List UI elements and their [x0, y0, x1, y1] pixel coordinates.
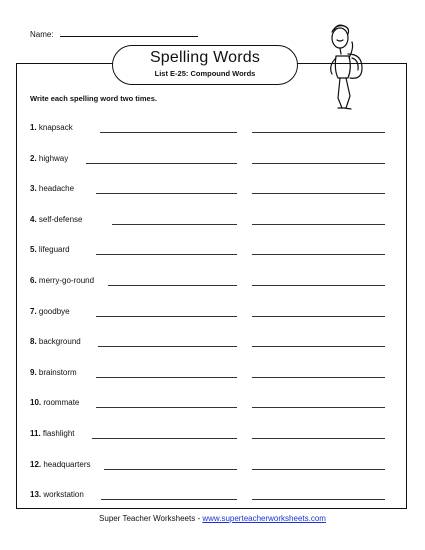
word-number: 2.: [30, 153, 37, 163]
write-line-first[interactable]: [92, 438, 237, 439]
write-line-second[interactable]: [252, 316, 385, 317]
footer-text: Super Teacher Worksheets -: [99, 514, 203, 523]
spelling-word: flashlight: [42, 429, 75, 438]
write-line-second[interactable]: [252, 285, 385, 286]
write-line-second[interactable]: [252, 224, 385, 225]
word-number: 3.: [30, 184, 37, 194]
spelling-word: self-defense: [38, 214, 83, 224]
write-line-first[interactable]: [112, 224, 237, 225]
write-line-first[interactable]: [98, 346, 237, 347]
spelling-word: merry-go-round: [38, 276, 95, 285]
word-number: 13.: [30, 490, 42, 500]
write-line-first[interactable]: [96, 407, 237, 408]
spelling-word: headquarters: [43, 459, 91, 469]
word-number: 11.: [30, 429, 41, 438]
spelling-word-row: [30, 123, 73, 135]
write-line-first[interactable]: [96, 254, 237, 255]
write-line-first[interactable]: [96, 193, 237, 194]
spelling-word: goodbye: [38, 306, 70, 316]
word-number: 7.: [30, 306, 37, 316]
spelling-word-row: [30, 154, 68, 166]
name-field[interactable]: [60, 28, 198, 37]
write-line-first[interactable]: [100, 132, 237, 133]
word-number: 6.: [30, 276, 37, 285]
write-line-second[interactable]: [252, 193, 385, 194]
write-line-first[interactable]: [104, 469, 237, 470]
instruction-text: Write each spelling word two times.: [30, 94, 157, 103]
spelling-word-row: [30, 276, 94, 288]
write-line-second[interactable]: [252, 499, 385, 500]
write-line-second[interactable]: [252, 132, 385, 133]
write-line-second[interactable]: [252, 377, 385, 378]
name-row: [30, 28, 198, 39]
word-number: 8.: [30, 337, 37, 347]
write-line-second[interactable]: [252, 469, 385, 470]
spelling-word-row: [30, 215, 83, 227]
word-number: 10.: [30, 398, 42, 408]
write-line-second[interactable]: [252, 163, 385, 164]
spelling-word-row: [30, 460, 91, 472]
spelling-word-row: [30, 337, 81, 349]
spelling-word-row: [30, 307, 70, 319]
spelling-word-row: [30, 490, 84, 502]
list-subtitle: List E-25: Compound Words: [154, 69, 256, 78]
spelling-word-row: [30, 398, 79, 410]
spelling-word: roommate: [43, 398, 80, 408]
spelling-word: knapsack: [38, 123, 73, 132]
spelling-word-row: [30, 429, 75, 441]
word-number: 9.: [30, 367, 37, 377]
word-number: 5.: [30, 245, 37, 255]
spelling-word: headache: [38, 184, 75, 194]
student-mascot-illustration: [318, 18, 374, 118]
write-line-second[interactable]: [252, 346, 385, 347]
spelling-word-row: [30, 184, 74, 196]
footer-link[interactable]: www.superteacherworksheets.com: [202, 514, 326, 523]
write-line-second[interactable]: [252, 254, 385, 255]
footer: [0, 514, 425, 523]
spelling-word: lifeguard: [38, 245, 70, 255]
write-line-first[interactable]: [96, 316, 237, 317]
spelling-word-row: [30, 245, 70, 257]
spelling-word: background: [38, 337, 81, 347]
write-line-first[interactable]: [108, 285, 237, 286]
write-line-first[interactable]: [101, 499, 237, 500]
spelling-word: brainstorm: [38, 367, 77, 377]
word-number: 4.: [30, 214, 37, 224]
spelling-word: workstation: [43, 490, 84, 500]
write-line-first[interactable]: [86, 163, 237, 164]
word-number: 12.: [30, 459, 42, 469]
write-line-first[interactable]: [96, 377, 237, 378]
spelling-word-row: [30, 368, 77, 380]
write-line-second[interactable]: [252, 407, 385, 408]
title-banner: [112, 45, 298, 85]
word-number: 1.: [30, 123, 37, 132]
page-title: Spelling Words: [149, 49, 261, 66]
spelling-word: highway: [38, 153, 69, 163]
name-label: Name:: [30, 30, 54, 39]
write-line-second[interactable]: [252, 438, 385, 439]
